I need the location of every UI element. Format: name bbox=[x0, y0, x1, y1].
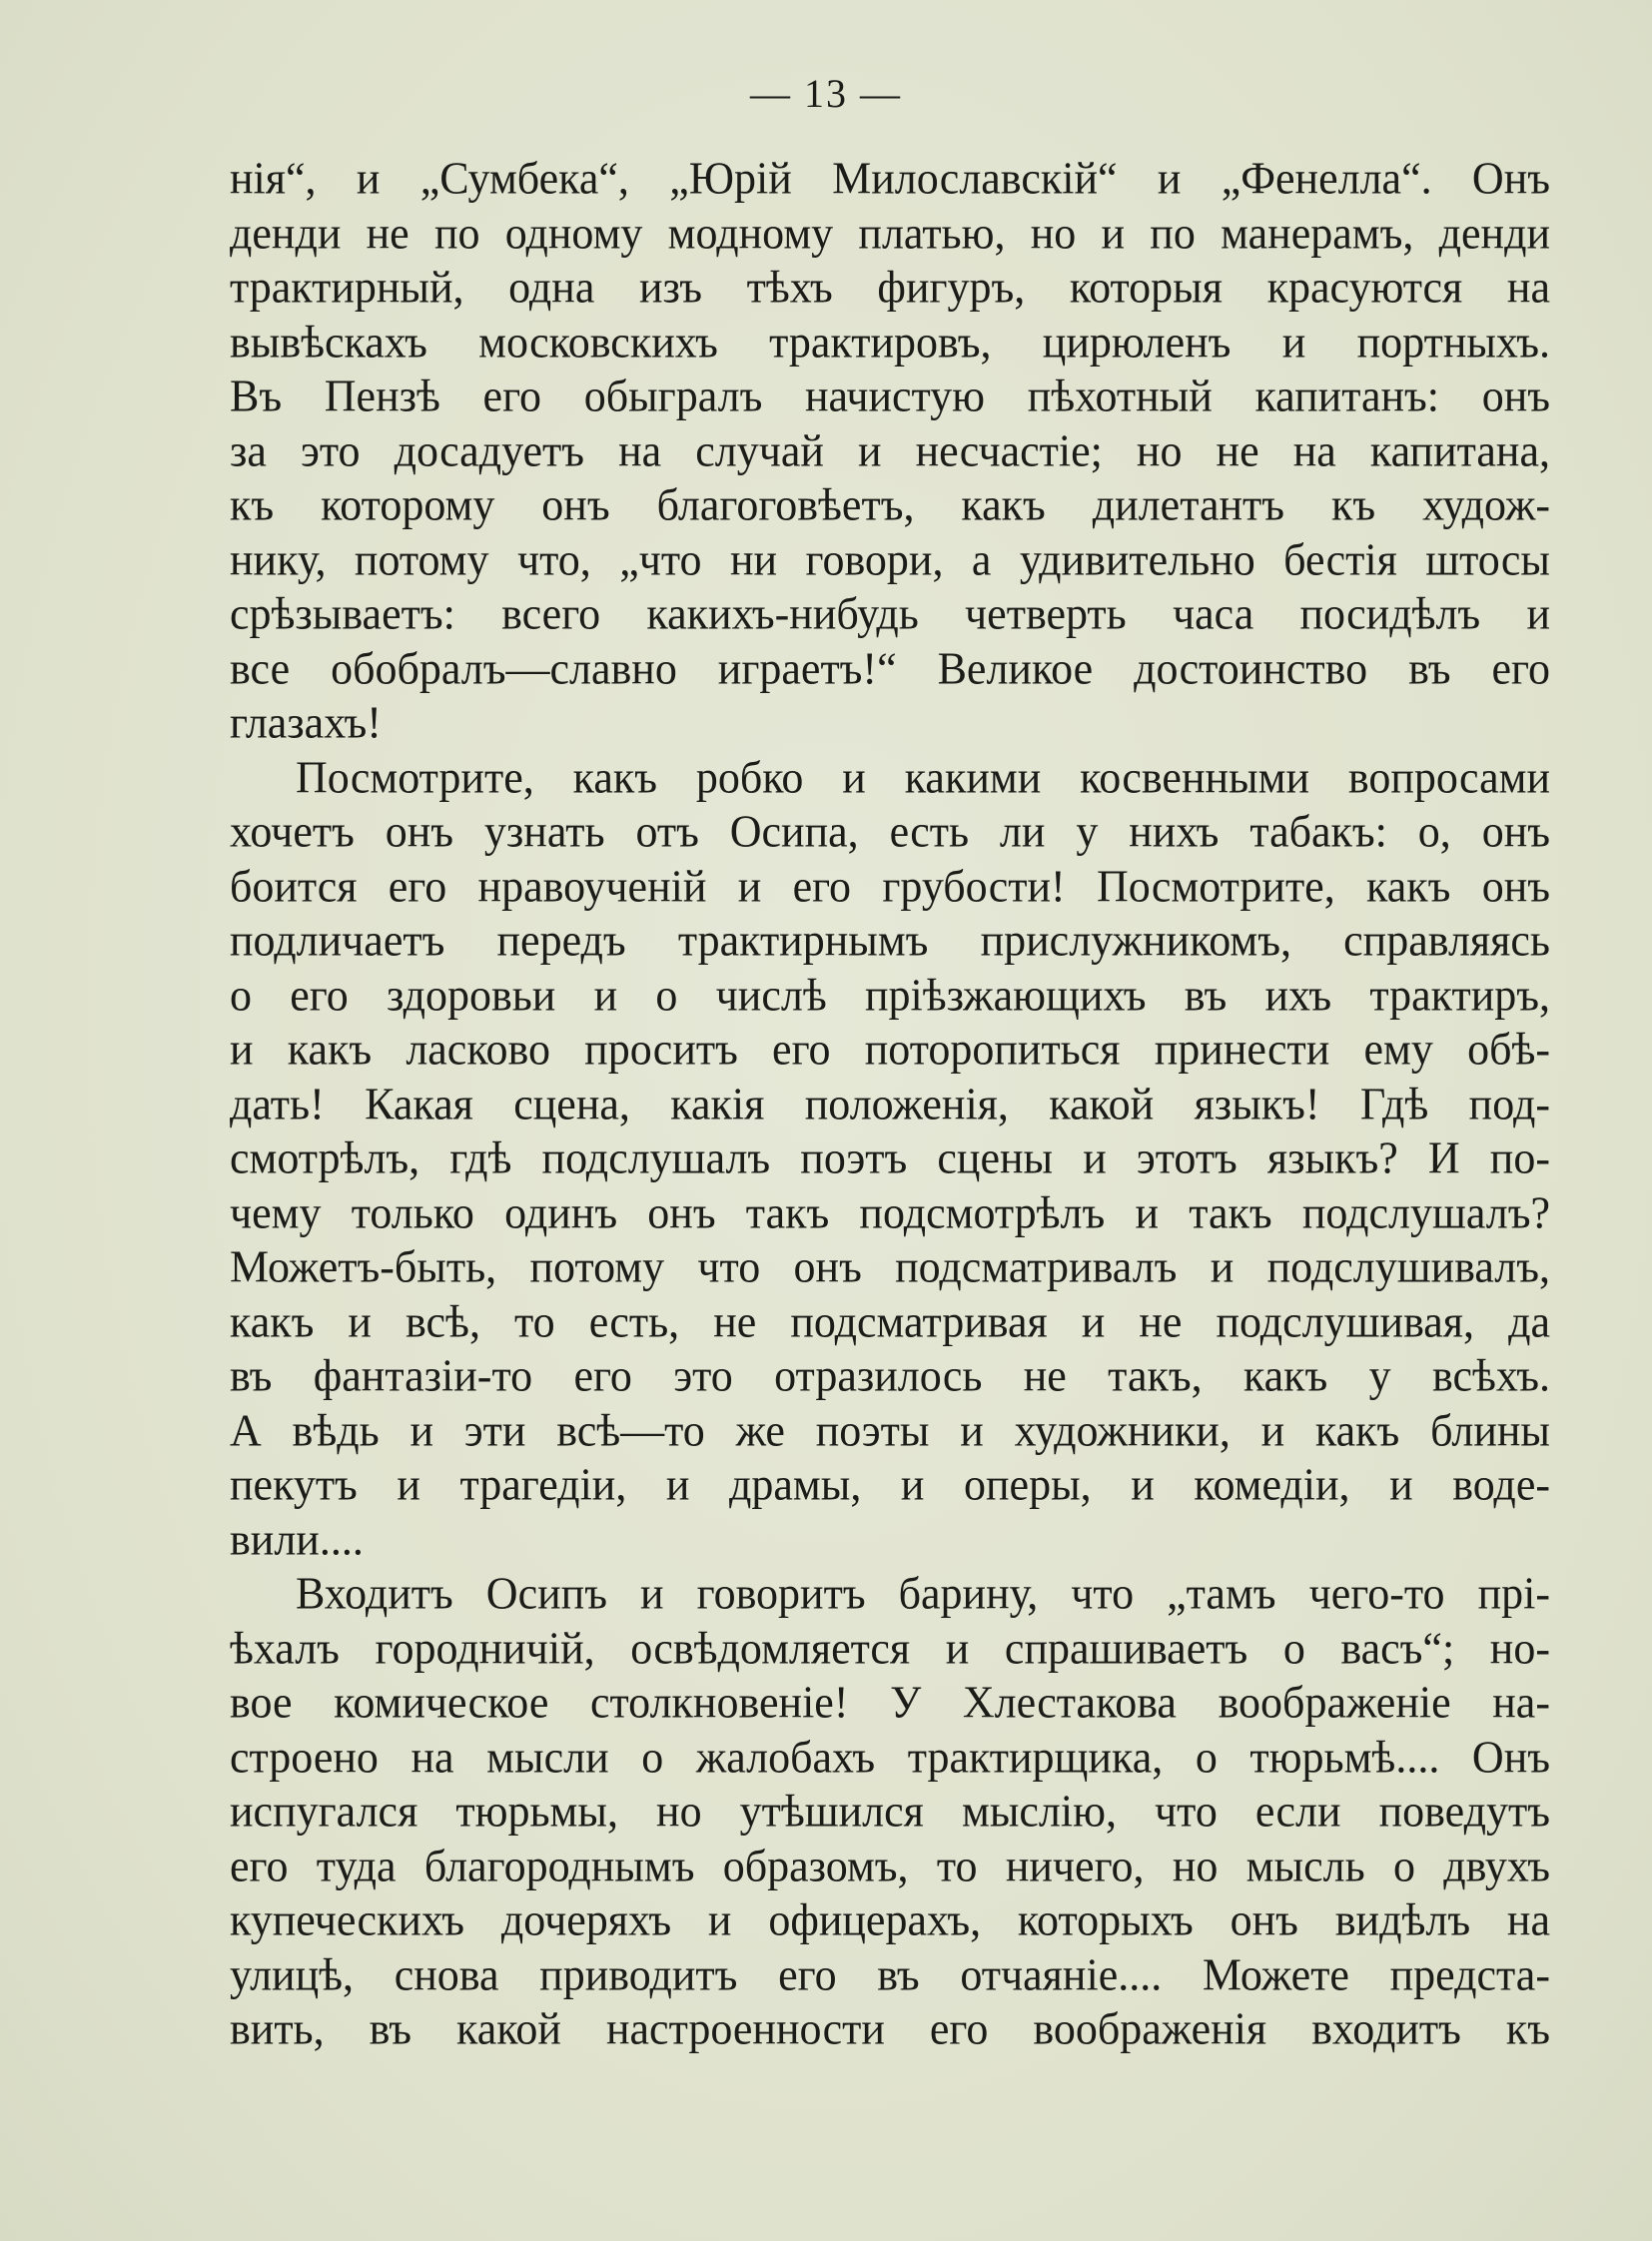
text-line: къ которому онъ благоговѣетъ, какъ дилетантъ къ худож- bbox=[230, 478, 1550, 530]
text-line: Въ Пензѣ его обыгралъ начистую пѣхотный капитанъ: онъ bbox=[230, 370, 1550, 421]
text-line: Входитъ Осипъ и говоритъ барину, что „тамъ чего-то прі- bbox=[296, 1567, 1550, 1619]
page-number: — 13 — bbox=[750, 71, 902, 116]
text-line: улицѣ, снова приводитъ его въ отчаяніе.... Можете предста- bbox=[230, 1948, 1550, 2000]
text-line: вить, въ какой настроенности его воображенія входитъ къ bbox=[230, 2002, 1550, 2054]
text-line: купеческихъ дочеряхъ и офицерахъ, которыхъ онъ видѣлъ на bbox=[230, 1893, 1550, 1945]
text-line: чему только одинъ онъ такъ подсмотрѣлъ и такъ подслушалъ? bbox=[230, 1186, 1550, 1238]
text-line: ѣхалъ городничій, освѣдомляется и спрашиваетъ о васъ“; но- bbox=[230, 1622, 1550, 1674]
text-line: Можетъ-быть, потому что онъ подсматривалъ и подслушивалъ, bbox=[230, 1240, 1550, 1292]
text-line: Посмотрите, какъ робко и какими косвенными вопросами bbox=[296, 751, 1550, 803]
body-text bbox=[230, 152, 1550, 2057]
text-line: подличаетъ передъ трактирнымъ прислужникомъ, справляясь bbox=[230, 914, 1550, 966]
text-line: нику, потому что, „что ни говори, а удивительно бестія штосы bbox=[230, 533, 1550, 585]
text-line: глазахъ! bbox=[230, 696, 382, 748]
text-line: какъ и всѣ, то есть, не подсматривая и не подслушивая, да bbox=[230, 1295, 1550, 1347]
text-line: строено на мысли о жалобахъ трактирщика, о тюрьмѣ.... Онъ bbox=[230, 1731, 1550, 1783]
text-line: за это досадуетъ на случай и несчастіе; но не на капитана, bbox=[230, 424, 1550, 476]
text-line: испугался тюрьмы, но утѣшился мыслію, что если поведутъ bbox=[230, 1785, 1550, 1837]
text-line: дать! Какая сцена, какія положенія, какой языкъ! Гдѣ под- bbox=[230, 1078, 1550, 1129]
text-line: срѣзываетъ: всего какихъ-нибудь четверть часа посидѣлъ и bbox=[230, 587, 1550, 639]
paragraph bbox=[230, 751, 1550, 1568]
text-line: денди не по одному модному платью, но и по манерамъ, денди bbox=[230, 207, 1550, 259]
text-line: нія“, и „Сумбека“, „Юрій Милославскій“ и „Фенелла“. Онъ bbox=[230, 152, 1550, 204]
paragraph bbox=[230, 1567, 1550, 2057]
text-line: А вѣдь и эти всѣ—то же поэты и художники, и какъ блины bbox=[230, 1404, 1550, 1456]
text-line: вили.... bbox=[230, 1513, 364, 1565]
text-line: вое комическое столкновеніе! У Хлестакова воображеніе на- bbox=[230, 1676, 1550, 1728]
text-line: вывѣскахъ московскихъ трактировъ, цирюленъ и портныхъ. bbox=[230, 316, 1550, 368]
text-line: пекутъ и трагедіи, и драмы, и оперы, и комедіи, и воде- bbox=[230, 1458, 1550, 1510]
text-line: боится его нравоученій и его грубости! Посмотрите, какъ онъ bbox=[230, 860, 1550, 912]
paragraph bbox=[230, 152, 1550, 751]
text-line: и какъ ласково проситъ его поторопиться принести ему обѣ- bbox=[230, 1023, 1550, 1075]
text-line: его туда благороднымъ образомъ, то ничего, но мысль о двухъ bbox=[230, 1840, 1550, 1891]
text-line: все обобралъ—славно играетъ!“ Великое достоинство въ его bbox=[230, 642, 1550, 694]
text-line: въ фантазіи-то его это отразилось не такъ, какъ у всѣхъ. bbox=[230, 1349, 1550, 1401]
text-line: о его здоровьи и о числѣ пріѣзжающихъ въ ихъ трактиръ, bbox=[230, 969, 1550, 1021]
text-line: хочетъ онъ узнать отъ Осипа, есть ли у нихъ табакъ: о, онъ bbox=[230, 805, 1550, 857]
text-line: смотрѣлъ, гдѣ подслушалъ поэтъ сцены и этотъ языкъ? И по- bbox=[230, 1131, 1550, 1183]
text-line: трактирный, одна изъ тѣхъ фигуръ, которыя красуются на bbox=[230, 261, 1550, 313]
